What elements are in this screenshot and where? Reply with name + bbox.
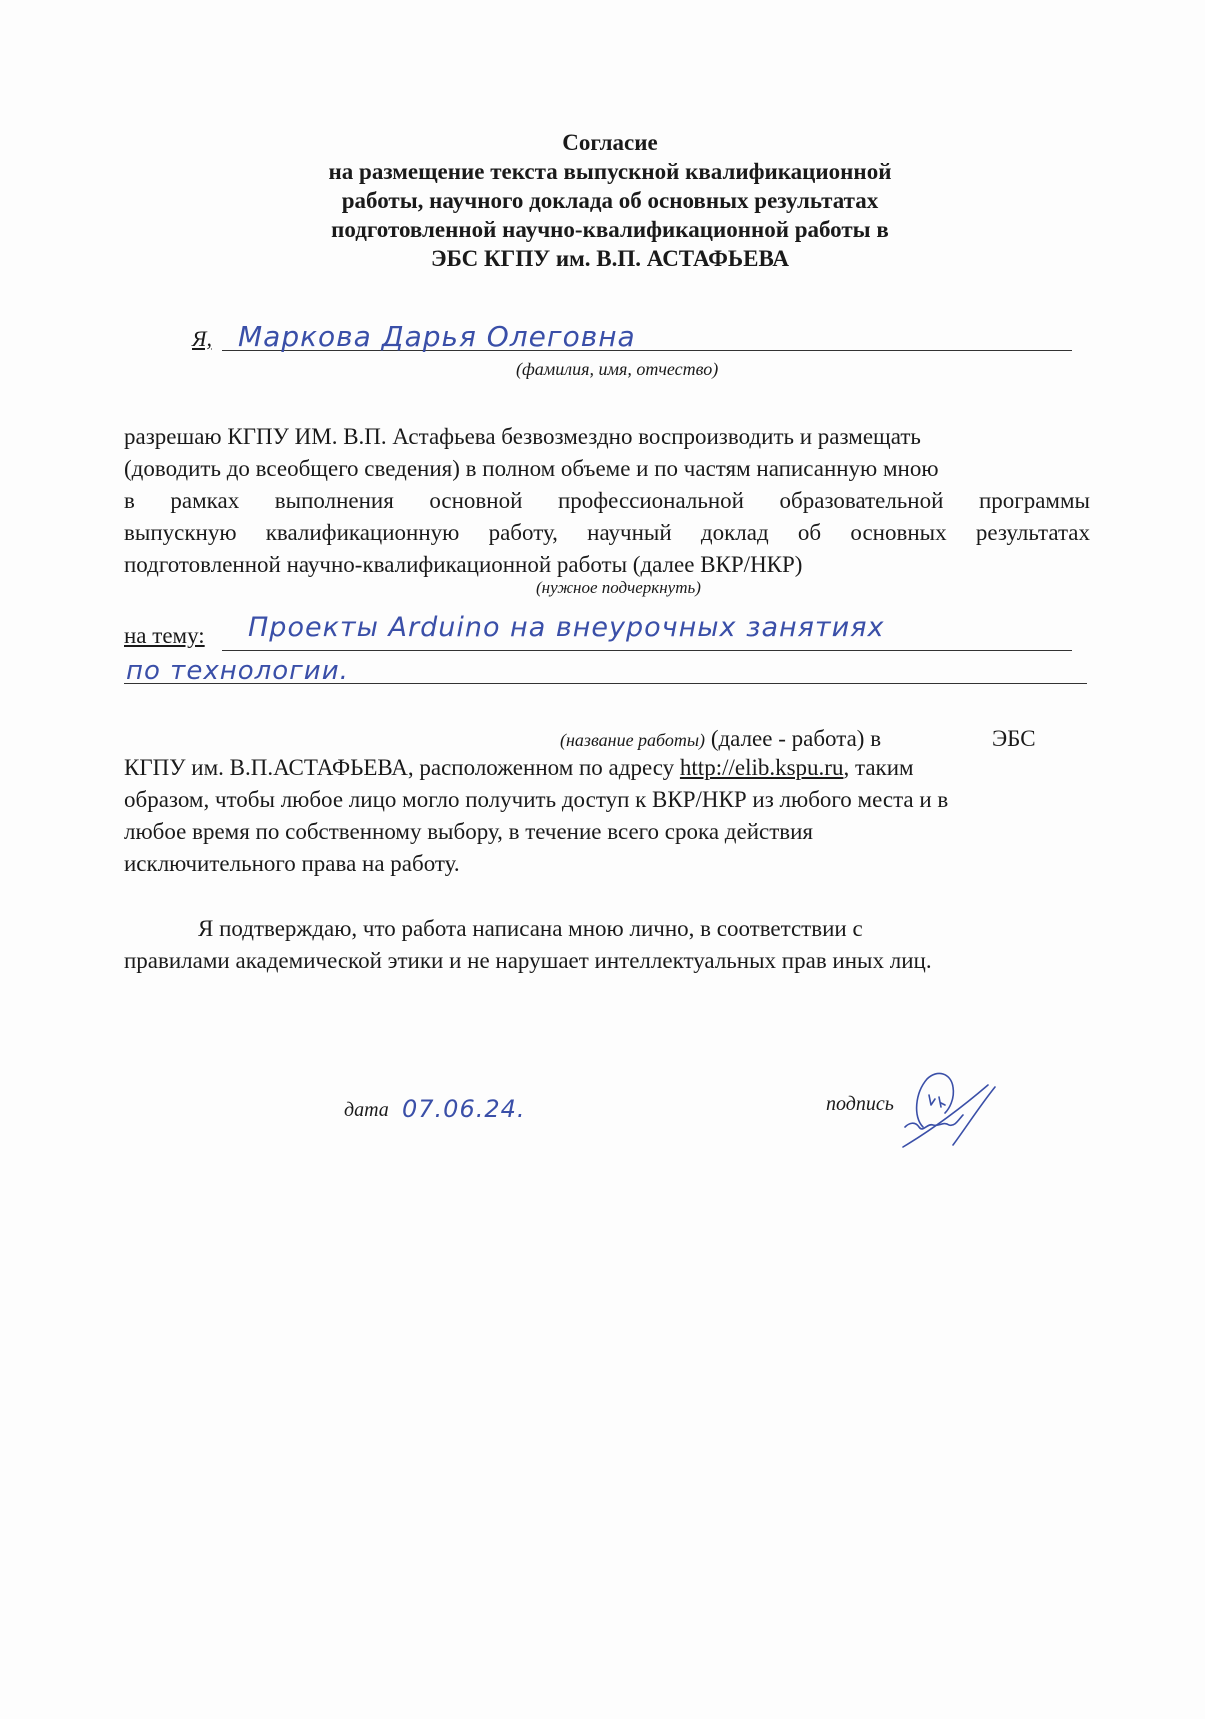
paragraph-line: (доводить до всеобщего сведения) в полном объеме и по частям написанную мною [124, 456, 939, 481]
name-field-label: Я, [192, 326, 212, 351]
title-line: подготовленной научно-квалификационной работы в [331, 217, 889, 242]
work-name-suffix: (далее - работа) в [705, 726, 882, 751]
text-before-link: КГПУ им. В.П.АСТАФЬЕВА, расположенном по адресу [124, 755, 680, 780]
theme-field-value-line2[interactable]: по технологии. [126, 656, 349, 686]
signature-stroke [929, 1095, 935, 1105]
title-line: ЭБС КГПУ им. В.П. АСТАФЬЕВА [431, 246, 789, 271]
ebs-word: ЭБС [992, 726, 1036, 751]
title-line: работы, научного доклада об основных результатах [341, 188, 879, 213]
paragraph-line: образом, чтобы любое лицо могло получить доступ к ВКР/НКР из любого места и в [124, 787, 949, 812]
work-name-caption: (название работы) [560, 730, 706, 750]
theme-field-underline [222, 650, 1072, 651]
signature-mark[interactable] [893, 1065, 1013, 1155]
elib-link[interactable]: http://elib.kspu.ru [679, 755, 844, 780]
text-after-link: , таким [843, 755, 914, 780]
paragraph-line: исключительного права на работу. [124, 851, 460, 876]
signature-stroke [903, 1085, 988, 1147]
paragraph-line: правилами академической этики и не нарушает интеллектуальных прав иных лиц. [124, 948, 932, 973]
paragraph-line: подготовленной научно-квалификационной работы (далее ВКР/НКР) [124, 552, 803, 577]
paragraph-line: разрешаю КГПУ ИМ. В.П. Астафьева безвозмездно воспроизводить и размещать [124, 424, 921, 449]
title-heading: Согласие [562, 130, 658, 155]
placement-paragraph [124, 752, 1090, 880]
paragraph-line: в рамках выполнения основной профессиональной образовательной программы [124, 488, 1090, 513]
paragraph-line: любое время по собственному выбору, в течение всего срока действия [124, 819, 814, 844]
signature-field-label: подпись [826, 1093, 894, 1115]
paragraph-line: Я подтверждаю, что работа написана мною лично, в соответствии с [198, 916, 863, 941]
date-field-value[interactable]: 07.06.24. [402, 1095, 526, 1123]
document-title [300, 128, 920, 273]
date-field-label: дата [344, 1099, 389, 1121]
work-name-line [560, 726, 881, 752]
name-field-value[interactable]: Маркова Дарья Олеговна [238, 320, 636, 353]
permission-paragraph [124, 421, 1090, 581]
confirmation-paragraph [124, 913, 1090, 977]
theme-field-label: на тему: [124, 623, 205, 648]
signature-stroke [939, 1097, 945, 1107]
paragraph-line [124, 752, 1090, 784]
name-field-caption: (фамилия, имя, отчество) [516, 359, 719, 379]
title-line: на размещение текста выпускной квалификационной [328, 159, 892, 184]
paragraph-line: выпускную квалификационную работу, научный доклад об основных результатах [124, 520, 1090, 545]
underline-note: (нужное подчеркнуть) [536, 578, 701, 597]
theme-field-value-line1[interactable]: Проекты Arduino на внеурочных занятиях [248, 612, 885, 643]
